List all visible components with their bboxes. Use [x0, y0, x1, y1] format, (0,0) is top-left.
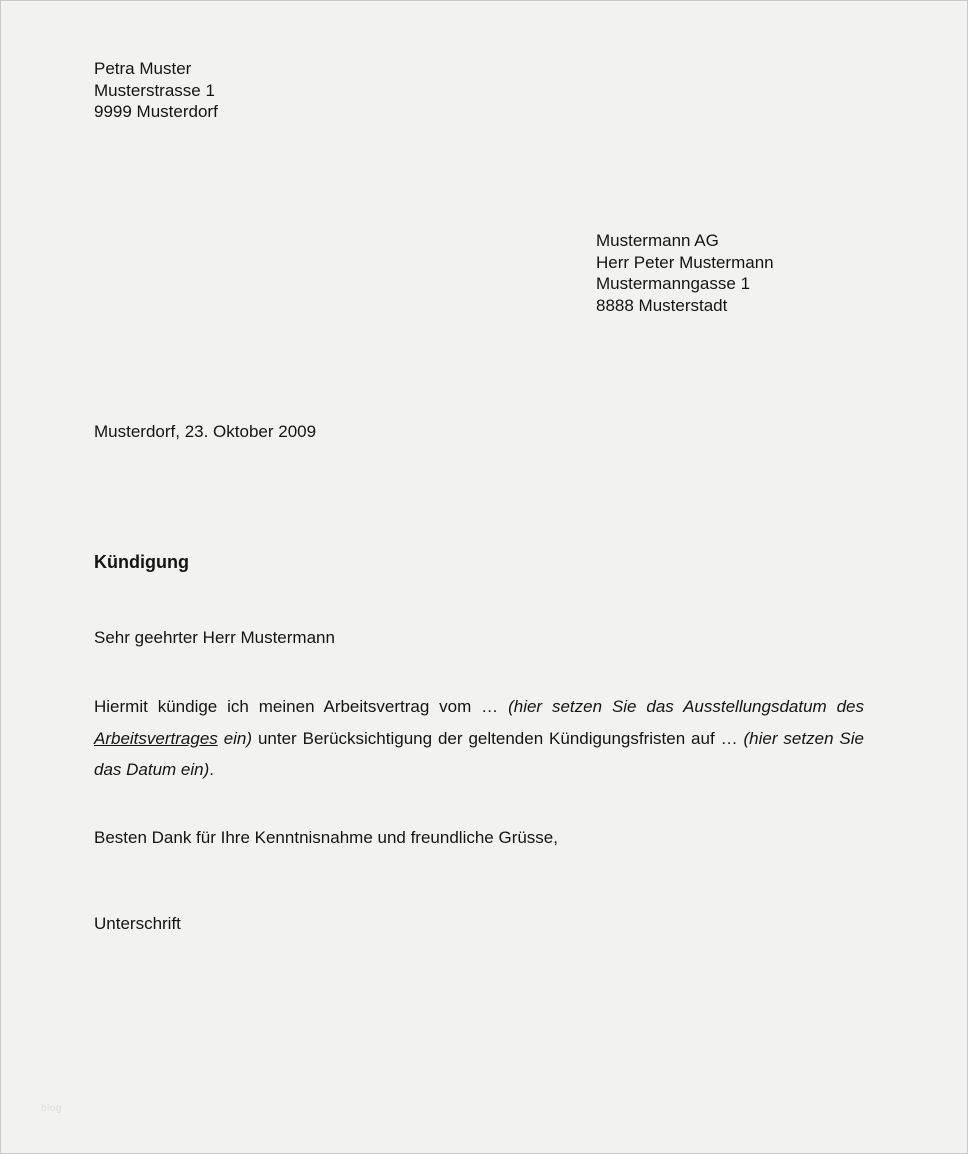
body-text-period: .: [209, 760, 215, 779]
watermark-text: blog: [41, 1103, 62, 1114]
salutation-line: Sehr geehrter Herr Mustermann: [94, 628, 335, 647]
recipient-address-block: [596, 230, 774, 316]
recipient-city: 8888 Musterstadt: [596, 295, 728, 315]
signature-label: Unterschrift: [94, 914, 181, 933]
body-text-italic-1a: (hier setzen Sie das Ausstellungsdatum des: [508, 697, 864, 716]
body-text-italic-2: (hier setzen Sie das Datum ein): [94, 728, 864, 779]
date-line: Musterdorf, 23. Oktober 2009: [94, 422, 317, 441]
sender-name: Petra Muster: [94, 59, 192, 78]
sender-address-block: [94, 58, 218, 123]
sender-city: 9999 Musterdorf: [94, 102, 218, 121]
body-text-italic-1b: ein): [217, 728, 253, 748]
subject-heading: Kündigung: [94, 552, 189, 572]
closing-line: Besten Dank für Ihre Kenntnisnahme und freundliche Grüsse,: [94, 828, 558, 847]
body-paragraph: [94, 691, 864, 786]
recipient-street: Mustermanngasse 1: [596, 274, 751, 293]
body-text-normal-2: unter Berücksichtigung der geltenden Kündigungsfristen auf …: [252, 728, 744, 748]
sender-street: Musterstrasse 1: [94, 80, 215, 100]
body-text-normal-1: Hiermit kündige ich meinen Arbeitsvertrag vom …: [94, 697, 509, 716]
recipient-company: Mustermann AG: [596, 231, 719, 250]
body-text-italic-underlined: Arbeitsvertrages: [94, 728, 218, 748]
recipient-name: Herr Peter Mustermann: [596, 252, 774, 272]
